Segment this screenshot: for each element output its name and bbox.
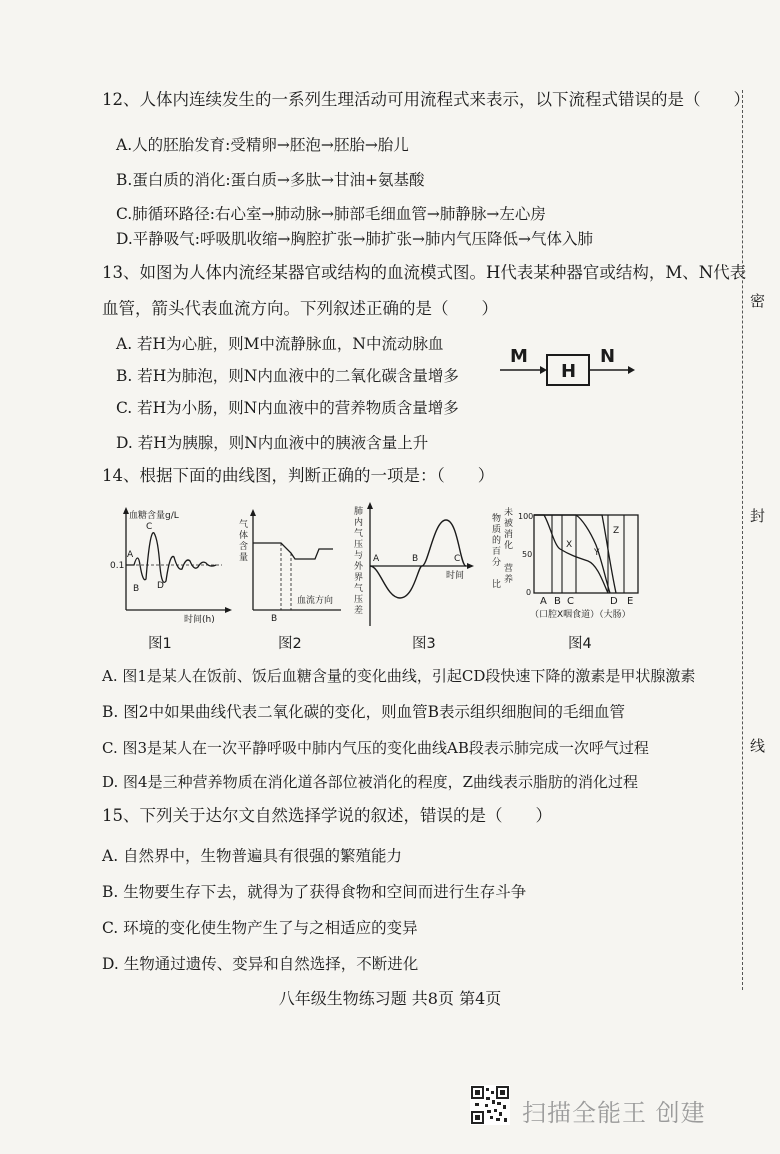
fig4-tick-100: 100 [518, 512, 534, 521]
svg-text:内: 内 [354, 518, 364, 528]
fig4-region-c: C [567, 596, 574, 607]
svg-text:体: 体 [239, 531, 249, 541]
fig1-tick: 0.1 [110, 561, 125, 571]
fig3-point-a: A [373, 554, 380, 564]
figure-1-blood-sugar [110, 505, 240, 625]
svg-text:分: 分 [492, 558, 502, 568]
fig1-point-d: D [157, 581, 164, 591]
svg-text:量: 量 [239, 553, 249, 563]
fig1-caption: 图1 [148, 636, 172, 652]
svg-text:被: 被 [504, 519, 514, 529]
page-footer: 八年级生物练习题 共8页 第4页 [278, 989, 502, 1008]
fig4-region-e: E [627, 596, 634, 607]
svg-text:压: 压 [354, 595, 364, 605]
fig3-point-c: C [454, 554, 461, 564]
q14-stem: 14、根据下面的曲线图，判断正确的一项是：（ ） [102, 466, 495, 485]
svg-text:消: 消 [504, 530, 514, 540]
figure-4-digestion [490, 505, 650, 625]
fig3-ylabel [354, 505, 364, 616]
q15-option-c: C. 环境的变化使生物产生了与之相适应的变异 [102, 919, 418, 937]
svg-text:养: 养 [504, 575, 514, 585]
figure-3-lung-pressure [348, 500, 478, 630]
fig4-tick-50: 50 [522, 550, 533, 559]
svg-text:含: 含 [239, 542, 249, 552]
svg-text:气: 气 [354, 529, 364, 539]
svg-text:百: 百 [492, 547, 502, 557]
fig4-curve-z: Z [613, 526, 620, 536]
fig1-point-b: B [133, 584, 140, 594]
seal-mark-mi: 密 [750, 292, 766, 310]
q13-option-d: D. 若H为胰腺，则N内血液中的胰液含量上升 [116, 434, 429, 452]
svg-text:肺: 肺 [354, 507, 364, 517]
q15-option-a: A. 自然界中，生物普遍具有很强的繁殖能力 [102, 847, 403, 865]
seal-mark-xian: 线 [750, 737, 766, 755]
svg-text:化: 化 [504, 541, 514, 551]
q13-stem-line1: 13、如图为人体内流经某器官或结构的血流模式图。H代表某种器官或结构，M、N代表 [102, 263, 747, 282]
svg-text:气: 气 [354, 584, 364, 594]
q15-option-b: B. 生物要生存下去，就得为了获得食物和空间而进行生存斗争 [102, 883, 527, 901]
fig1-point-a: A [127, 550, 134, 560]
figure-2-gas-content [233, 505, 343, 625]
label-m: M [510, 346, 528, 367]
q12-stem: 12、人体内连续发生的一系列生理活动可用流程式来表示，以下流程式错误的是（ ） [102, 90, 750, 109]
svg-text:压: 压 [354, 540, 364, 550]
fig4-curve-x: X [566, 540, 573, 550]
fig4-ylabel2 [504, 562, 513, 585]
q12-option-b: B.蛋白质的消化:蛋白质→多肽→甘油+氨基酸 [116, 171, 425, 189]
svg-text:界: 界 [354, 573, 364, 583]
q14-option-b: B. 图2中如果曲线代表二氧化碳的变化，则血管B表示组织细胞间的毛细血管 [102, 703, 625, 721]
q14-option-d: D. 图4是三种营养物质在消化道各部位被消化的程度，Z曲线表示脂肪的消化过程 [102, 773, 638, 791]
fig4-region-d: D [610, 596, 618, 607]
svg-text:气: 气 [239, 520, 249, 530]
fig1-ylabel: 血糖含量g/L [129, 511, 179, 521]
blood-flow-diagram [500, 342, 640, 398]
svg-text:未: 未 [504, 508, 514, 518]
fig4-region-b: B [554, 596, 561, 607]
fig2-ylabel [239, 518, 248, 563]
fig4-bottom-label: （口腔X咽食道）（大肠） [530, 610, 631, 620]
q14-option-c: C. 图3是某人在一次平静呼吸中肺内气压的变化曲线AB段表示肺完成一次呼气过程 [102, 739, 649, 757]
label-h: H [561, 361, 577, 382]
svg-text:质: 质 [492, 525, 502, 535]
seal-mark-feng: 封 [750, 507, 766, 525]
fig2-xlabel: 血流方向 [297, 596, 334, 606]
binding-line [742, 90, 743, 990]
q13-option-a: A. 若H为心脏，则M中流静脉血，N中流动脉血 [116, 335, 444, 353]
svg-text:差: 差 [354, 606, 364, 616]
fig2-point-b: B [271, 614, 278, 624]
q15-option-d: D. 生物通过遗传、变异和自然选择，不断进化 [102, 955, 419, 973]
svg-text:与: 与 [354, 551, 364, 561]
q13-option-b: B. 若H为肺泡，则N内血液中的二氧化碳含量增多 [116, 367, 459, 385]
fig1-xlabel: 时间(h) [184, 615, 215, 625]
svg-text:营: 营 [504, 564, 514, 574]
q12-option-c: C.肺循环路径:右心室→肺动脉→肺部毛细血管→肺静脉→左心房 [116, 205, 546, 223]
q13-option-c: C. 若H为小肠，则N内血液中的营养物质含量增多 [116, 399, 459, 417]
q12-option-a: A.人的胚胎发育:受精卵→胚泡→胚胎→胎儿 [116, 136, 409, 154]
q12-option-d: D.平静吸气:呼吸肌收缩→胸腔扩张→肺扩张→肺内气压降低→气体入肺 [116, 230, 593, 248]
svg-text:物: 物 [492, 514, 502, 524]
fig3-xlabel: 时间 [446, 571, 465, 581]
label-n: N [600, 346, 616, 367]
svg-text:外: 外 [354, 562, 364, 572]
svg-text:的: 的 [492, 536, 502, 546]
fig4-curve-y: Y [594, 548, 600, 558]
q15-stem: 15、下列关于达尔文自然选择学说的叙述，错误的是（ ） [102, 806, 552, 825]
svg-text:比: 比 [492, 580, 502, 590]
fig4-tick-0: 0 [526, 588, 532, 597]
fig3-point-b: B [412, 554, 419, 564]
q14-option-a: A. 图1是某人在饭前、饭后血糖含量的变化曲线，引起CD段快速下降的激素是甲状腺激素 [102, 667, 696, 685]
qr-code-icon [470, 1085, 510, 1125]
fig4-caption: 图4 [568, 636, 592, 652]
fig3-caption: 图3 [412, 636, 436, 652]
fig4-region-a: A [540, 596, 547, 607]
fig2-caption: 图2 [278, 636, 302, 652]
watermark: 扫描全能王 创建 [522, 1099, 706, 1127]
q13-stem-line2: 血管，箭头代表血流方向。下列叙述正确的是（ ） [102, 299, 498, 318]
fig1-point-c: C [146, 522, 153, 532]
